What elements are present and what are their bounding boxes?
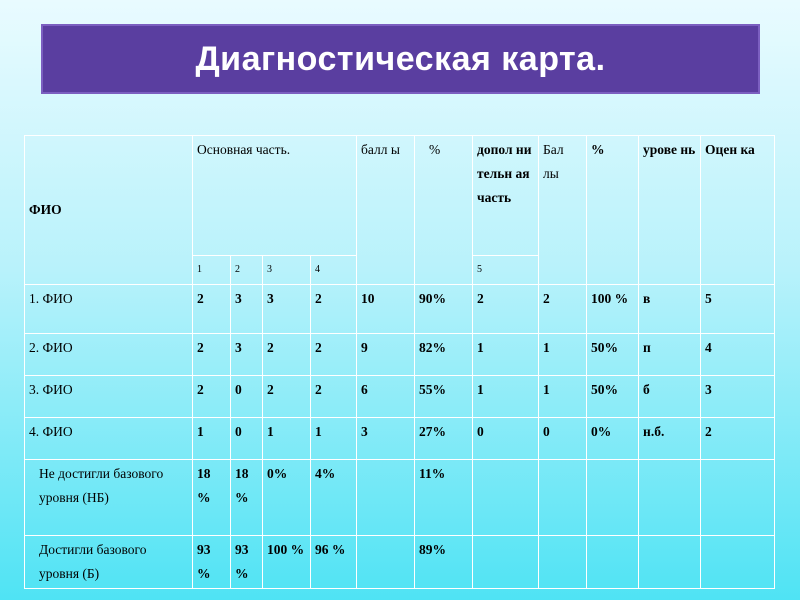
cell-percent2: 50% (587, 334, 639, 376)
header-points2: Бал лы (539, 136, 587, 285)
cell-level: в (639, 285, 701, 334)
cell-c1: 2 (193, 285, 231, 334)
cell-percent: 27% (415, 418, 473, 460)
subheader-5: 5 (473, 256, 539, 285)
cell-c3: 2 (263, 334, 311, 376)
cell-level: б (639, 376, 701, 418)
cell-percent: 90% (415, 285, 473, 334)
cell-points2: 0 (539, 418, 587, 460)
cell-percent: 82% (415, 334, 473, 376)
subheader-3: 3 (263, 256, 311, 285)
summary-row (25, 536, 775, 589)
cell-c4: 2 (311, 376, 357, 418)
cell-points2: 1 (539, 376, 587, 418)
summary-c1: 93 % (193, 536, 231, 589)
cell-c3: 3 (263, 285, 311, 334)
summary-empty (473, 536, 539, 589)
subheader-2: 2 (231, 256, 263, 285)
cell-c3: 2 (263, 376, 311, 418)
cell-additional: 1 (473, 376, 539, 418)
summary-c4: 96 % (311, 536, 357, 589)
cell-points: 3 (357, 418, 415, 460)
subheader-1: 1 (193, 256, 231, 285)
summary-empty (639, 460, 701, 536)
cell-level: п (639, 334, 701, 376)
table-row (25, 418, 775, 460)
summary-empty (357, 536, 415, 589)
header-grade: Оцен ка (701, 136, 775, 285)
title-banner (41, 24, 760, 94)
cell-c1: 2 (193, 334, 231, 376)
row-name: 2. ФИО (25, 334, 193, 376)
cell-points: 9 (357, 334, 415, 376)
cell-grade: 3 (701, 376, 775, 418)
summary-empty (587, 536, 639, 589)
cell-c2: 3 (231, 334, 263, 376)
subheader-4: 4 (311, 256, 357, 285)
header-additional-part: допол ни тельн ая часть (473, 136, 539, 256)
cell-c2: 0 (231, 418, 263, 460)
table-row (25, 334, 775, 376)
header-main-part: Основная часть. (193, 136, 357, 256)
header-row (25, 136, 775, 256)
summary-empty (473, 460, 539, 536)
summary-c1: 18 % (193, 460, 231, 536)
summary-empty (587, 460, 639, 536)
cell-grade: 5 (701, 285, 775, 334)
cell-points2: 2 (539, 285, 587, 334)
cell-points: 6 (357, 376, 415, 418)
cell-c2: 3 (231, 285, 263, 334)
cell-c1: 1 (193, 418, 231, 460)
row-name: 1. ФИО (25, 285, 193, 334)
header-percent2: % (587, 136, 639, 285)
summary-c3: 0% (263, 460, 311, 536)
cell-c3: 1 (263, 418, 311, 460)
summary-empty (357, 460, 415, 536)
header-points: балл ы (357, 136, 415, 285)
cell-c4: 2 (311, 285, 357, 334)
cell-grade: 4 (701, 334, 775, 376)
summary-label: Достигли базового уровня (Б) (25, 536, 193, 589)
summary-empty (539, 460, 587, 536)
summary-percent: 89% (415, 536, 473, 589)
summary-c3: 100 % (263, 536, 311, 589)
row-name: 3. ФИО (25, 376, 193, 418)
cell-level: н.б. (639, 418, 701, 460)
header-level: урове нь (639, 136, 701, 285)
summary-empty (701, 536, 775, 589)
cell-additional: 2 (473, 285, 539, 334)
table-row (25, 376, 775, 418)
cell-percent2: 50% (587, 376, 639, 418)
cell-additional: 1 (473, 334, 539, 376)
summary-c2: 18 % (231, 460, 263, 536)
cell-c1: 2 (193, 376, 231, 418)
diagnostic-table (24, 135, 775, 589)
cell-percent2: 100 % (587, 285, 639, 334)
summary-empty (639, 536, 701, 589)
cell-grade: 2 (701, 418, 775, 460)
cell-percent: 55% (415, 376, 473, 418)
summary-c2: 93 % (231, 536, 263, 589)
summary-label: Не достигли базового уровня (НБ) (25, 460, 193, 536)
summary-c4: 4% (311, 460, 357, 536)
cell-c4: 1 (311, 418, 357, 460)
summary-empty (701, 460, 775, 536)
cell-c4: 2 (311, 334, 357, 376)
header-percent: % (415, 136, 473, 285)
cell-c2: 0 (231, 376, 263, 418)
cell-points2: 1 (539, 334, 587, 376)
summary-empty (539, 536, 587, 589)
table-row (25, 285, 775, 334)
cell-additional: 0 (473, 418, 539, 460)
summary-percent: 11% (415, 460, 473, 536)
header-fio: ФИО (25, 136, 193, 285)
summary-row (25, 460, 775, 536)
page-title: Диагностическая карта. (195, 39, 606, 78)
row-name: 4. ФИО (25, 418, 193, 460)
cell-points: 10 (357, 285, 415, 334)
cell-percent2: 0% (587, 418, 639, 460)
